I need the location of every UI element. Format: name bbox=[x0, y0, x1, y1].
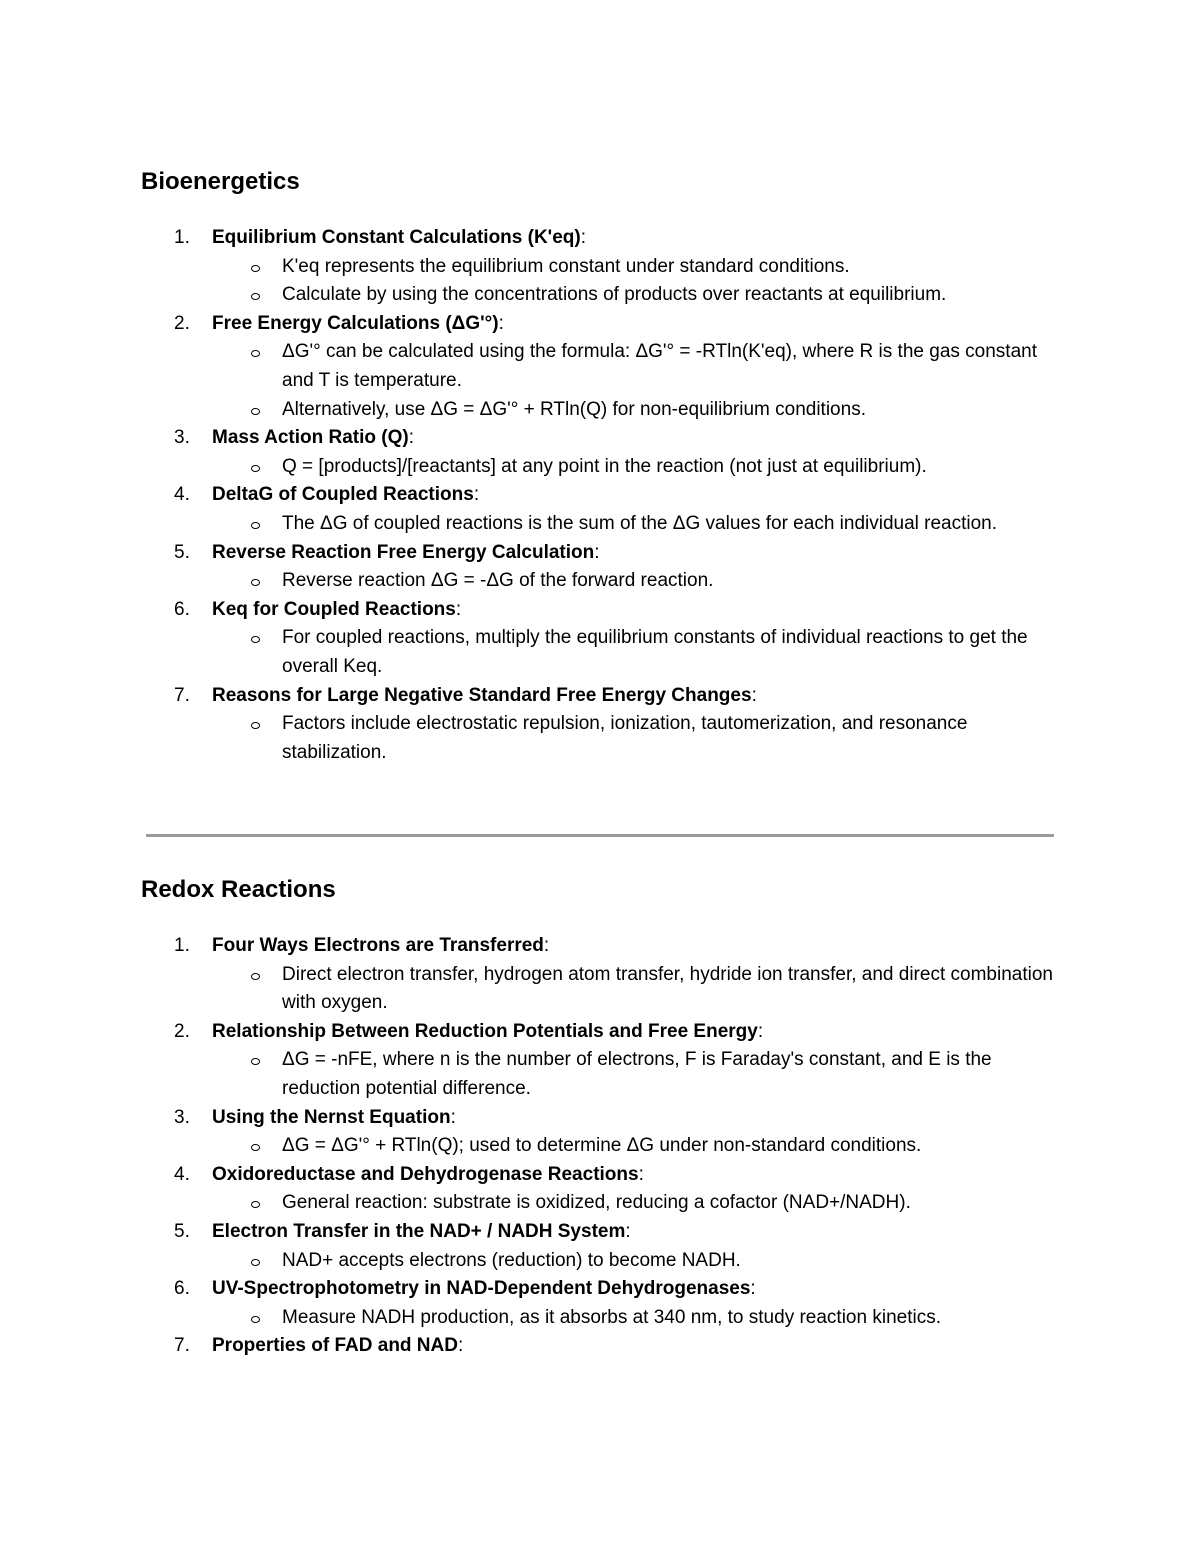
hollow-circle-bullet-icon bbox=[251, 636, 260, 643]
list-item-number: 4. bbox=[174, 484, 190, 506]
horizontal-divider bbox=[146, 834, 1054, 837]
list-item-colon: : bbox=[638, 1163, 644, 1185]
list-item-title: Keq for Coupled Reactions bbox=[212, 598, 456, 620]
bullet-item bbox=[141, 1304, 1081, 1333]
hollow-circle-bullet-icon bbox=[251, 1316, 260, 1323]
hollow-circle-bullet-icon bbox=[251, 408, 260, 415]
list-item-title: Mass Action Ratio (Q) bbox=[212, 427, 409, 449]
bullet-item bbox=[141, 1189, 1081, 1218]
list-item-title: Free Energy Calculations (ΔG'°) bbox=[212, 312, 499, 334]
list-item-title: Relationship Between Reduction Potentials and Free Energy bbox=[212, 1020, 758, 1042]
list-item bbox=[141, 539, 1081, 596]
bullet-list bbox=[141, 624, 1081, 681]
list-item bbox=[141, 1104, 1081, 1161]
hollow-circle-bullet-icon bbox=[251, 579, 260, 586]
list-item-title: Using the Nernst Equation bbox=[212, 1106, 451, 1128]
list-item-colon: : bbox=[625, 1220, 631, 1242]
list-item bbox=[141, 1275, 1081, 1332]
hollow-circle-bullet-icon bbox=[251, 1259, 260, 1266]
list-item bbox=[141, 1218, 1081, 1275]
list-item-colon: : bbox=[594, 541, 600, 563]
bullet-text: Reverse reaction ΔG = -ΔG of the forward reaction. bbox=[282, 570, 714, 592]
list-item-colon: : bbox=[473, 484, 480, 506]
list-item-number: 3. bbox=[174, 427, 190, 449]
list-item-heading bbox=[141, 539, 1081, 568]
list-item-title: UV-Spectrophotometry in NAD-Dependent Dehydrogenases bbox=[212, 1278, 751, 1300]
bullet-list bbox=[141, 453, 1081, 482]
list-item-heading bbox=[141, 932, 1081, 961]
section-bioenergetics bbox=[141, 166, 1081, 767]
list-item-number: 4. bbox=[174, 1163, 190, 1185]
list-item-colon: : bbox=[543, 935, 550, 956]
list-item-colon: : bbox=[457, 1335, 464, 1357]
list-item-number: 7. bbox=[174, 684, 190, 706]
list-item-colon: : bbox=[750, 1278, 756, 1300]
list-item-heading bbox=[141, 424, 1081, 453]
bullet-text: Factors include electrostatic repulsion, ionization, tautomerization, and resonance stabilization. bbox=[282, 713, 968, 763]
list-item-heading bbox=[141, 1218, 1081, 1247]
bullet-list bbox=[141, 510, 1081, 539]
bullet-text: ΔG'° can be calculated using the formula: ΔG'° = -RTln(K'eq), where R is the gas constant and T is temperature. bbox=[282, 341, 1037, 391]
bullet-list bbox=[141, 710, 1081, 767]
bullet-item bbox=[141, 510, 1081, 539]
bullet-list bbox=[141, 567, 1081, 596]
bullet-list bbox=[141, 1304, 1081, 1333]
hollow-circle-bullet-icon bbox=[251, 1144, 260, 1151]
hollow-circle-bullet-icon bbox=[251, 1058, 260, 1065]
list-item-heading bbox=[141, 1018, 1081, 1047]
hollow-circle-bullet-icon bbox=[251, 265, 260, 272]
list-item-title: Oxidoreductase and Dehydrogenase Reactions bbox=[212, 1163, 639, 1185]
section-heading: Redox Reactions bbox=[141, 876, 336, 903]
list-item bbox=[141, 310, 1081, 424]
bullet-text: Alternatively, use ΔG = ΔG'° + RTln(Q) for non-equilibrium conditions. bbox=[282, 398, 866, 420]
bullet-item bbox=[141, 338, 1081, 395]
bullet-item bbox=[141, 281, 1081, 310]
list-item-heading bbox=[141, 1104, 1081, 1133]
bullet-item bbox=[141, 1046, 1081, 1103]
section-heading: Bioenergetics bbox=[141, 168, 300, 195]
bullet-text: Q = [products]/[reactants] at any point in the reaction (not just at equilibrium). bbox=[282, 455, 927, 477]
bullet-text: For coupled reactions, multiply the equilibrium constants of individual reactions to get the overall Keq. bbox=[282, 627, 1028, 677]
hollow-circle-bullet-icon bbox=[251, 465, 260, 472]
hollow-circle-bullet-icon bbox=[251, 522, 260, 529]
list-item-title: Reasons for Large Negative Standard Free Energy Changes bbox=[212, 684, 752, 706]
list-item bbox=[141, 224, 1081, 310]
hollow-circle-bullet-icon bbox=[251, 350, 260, 357]
bullet-list bbox=[141, 1247, 1081, 1276]
bullet-list bbox=[141, 1046, 1081, 1103]
bullet-item bbox=[141, 1247, 1081, 1276]
bullet-list bbox=[141, 338, 1081, 424]
hollow-circle-bullet-icon bbox=[251, 722, 260, 729]
list-item-number: 5. bbox=[174, 1220, 190, 1242]
section-redox-reactions bbox=[141, 874, 1081, 1361]
list-item bbox=[141, 1018, 1081, 1104]
list-item bbox=[141, 1161, 1081, 1218]
list-item-colon: : bbox=[751, 684, 757, 706]
list-item-number: 5. bbox=[174, 541, 190, 563]
bullet-list bbox=[141, 961, 1081, 1018]
bullet-list bbox=[141, 253, 1081, 310]
list-item-heading bbox=[141, 596, 1081, 625]
list-item-number: 7. bbox=[174, 1335, 190, 1357]
list-item-heading bbox=[141, 224, 1081, 253]
list-item-number: 6. bbox=[174, 598, 190, 620]
bullet-list bbox=[141, 1132, 1081, 1161]
bullet-text: K'eq represents the equilibrium constant under standard conditions. bbox=[282, 255, 850, 277]
list-item-colon: : bbox=[455, 598, 462, 620]
bullet-text: ΔG = -nFE, where n is the number of electrons, F is Faraday's constant, and E is the reduction potential difference. bbox=[282, 1049, 992, 1099]
list-item bbox=[141, 481, 1081, 538]
list-item-heading bbox=[141, 481, 1081, 510]
bullet-text: General reaction: substrate is oxidized, reducing a cofactor (NAD+/NADH). bbox=[282, 1192, 911, 1214]
list-item-title: DeltaG of Coupled Reactions bbox=[212, 484, 474, 506]
list-item-number: 3. bbox=[174, 1106, 190, 1128]
list-item bbox=[141, 932, 1081, 1018]
list-item-colon: : bbox=[498, 312, 504, 334]
list-item-heading bbox=[141, 310, 1081, 339]
list-item-colon: : bbox=[408, 427, 414, 449]
bullet-item bbox=[141, 567, 1081, 596]
hollow-circle-bullet-icon bbox=[251, 973, 260, 980]
list-item-colon: : bbox=[580, 227, 586, 248]
bullet-item bbox=[141, 396, 1081, 425]
list-item bbox=[141, 1332, 1081, 1361]
list-item-title: Equilibrium Constant Calculations (K'eq) bbox=[212, 227, 581, 248]
bullet-item bbox=[141, 1132, 1081, 1161]
bullet-item bbox=[141, 710, 1081, 767]
bullet-text: The ΔG of coupled reactions is the sum of the ΔG values for each individual reaction. bbox=[282, 512, 998, 534]
bullet-text: NAD+ accepts electrons (reduction) to become NADH. bbox=[282, 1249, 741, 1271]
list-item-colon: : bbox=[450, 1106, 456, 1128]
list-item-title: Four Ways Electrons are Transferred bbox=[212, 935, 544, 956]
list-item-number: 1. bbox=[174, 935, 190, 956]
list-item-colon: : bbox=[757, 1020, 764, 1042]
list-item-title: Reverse Reaction Free Energy Calculation bbox=[212, 541, 595, 563]
list-item-number: 1. bbox=[174, 227, 190, 248]
list-item-number: 2. bbox=[174, 1020, 190, 1042]
list-item bbox=[141, 682, 1081, 768]
list-item-number: 2. bbox=[174, 312, 190, 334]
hollow-circle-bullet-icon bbox=[251, 1201, 260, 1208]
list-item bbox=[141, 424, 1081, 481]
list-item-number: 6. bbox=[174, 1278, 190, 1300]
bullet-text: Calculate by using the concentrations of products over reactants at equilibrium. bbox=[282, 284, 947, 306]
list-item bbox=[141, 596, 1081, 682]
list-item-heading bbox=[141, 1275, 1081, 1304]
bullet-item bbox=[141, 253, 1081, 282]
bullet-item bbox=[141, 961, 1081, 1018]
bullet-text: Measure NADH production, as it absorbs at 340 nm, to study reaction kinetics. bbox=[282, 1306, 941, 1328]
bullet-item bbox=[141, 624, 1081, 681]
list-item-heading bbox=[141, 1161, 1081, 1190]
list-item-title: Electron Transfer in the NAD+ / NADH System bbox=[212, 1220, 626, 1242]
list-item-heading bbox=[141, 682, 1081, 711]
bullet-item bbox=[141, 453, 1081, 482]
list-item-title: Properties of FAD and NAD bbox=[212, 1335, 458, 1357]
bullet-list bbox=[141, 1189, 1081, 1218]
list-item-heading bbox=[141, 1332, 1081, 1361]
bullet-text: ΔG = ΔG'° + RTln(Q); used to determine ΔG under non-standard conditions. bbox=[282, 1135, 922, 1157]
hollow-circle-bullet-icon bbox=[251, 293, 260, 300]
bullet-text: Direct electron transfer, hydrogen atom transfer, hydride ion transfer, and direct combination with oxygen. bbox=[282, 963, 1053, 1014]
numbered-list bbox=[141, 224, 1081, 767]
numbered-list bbox=[141, 932, 1081, 1361]
